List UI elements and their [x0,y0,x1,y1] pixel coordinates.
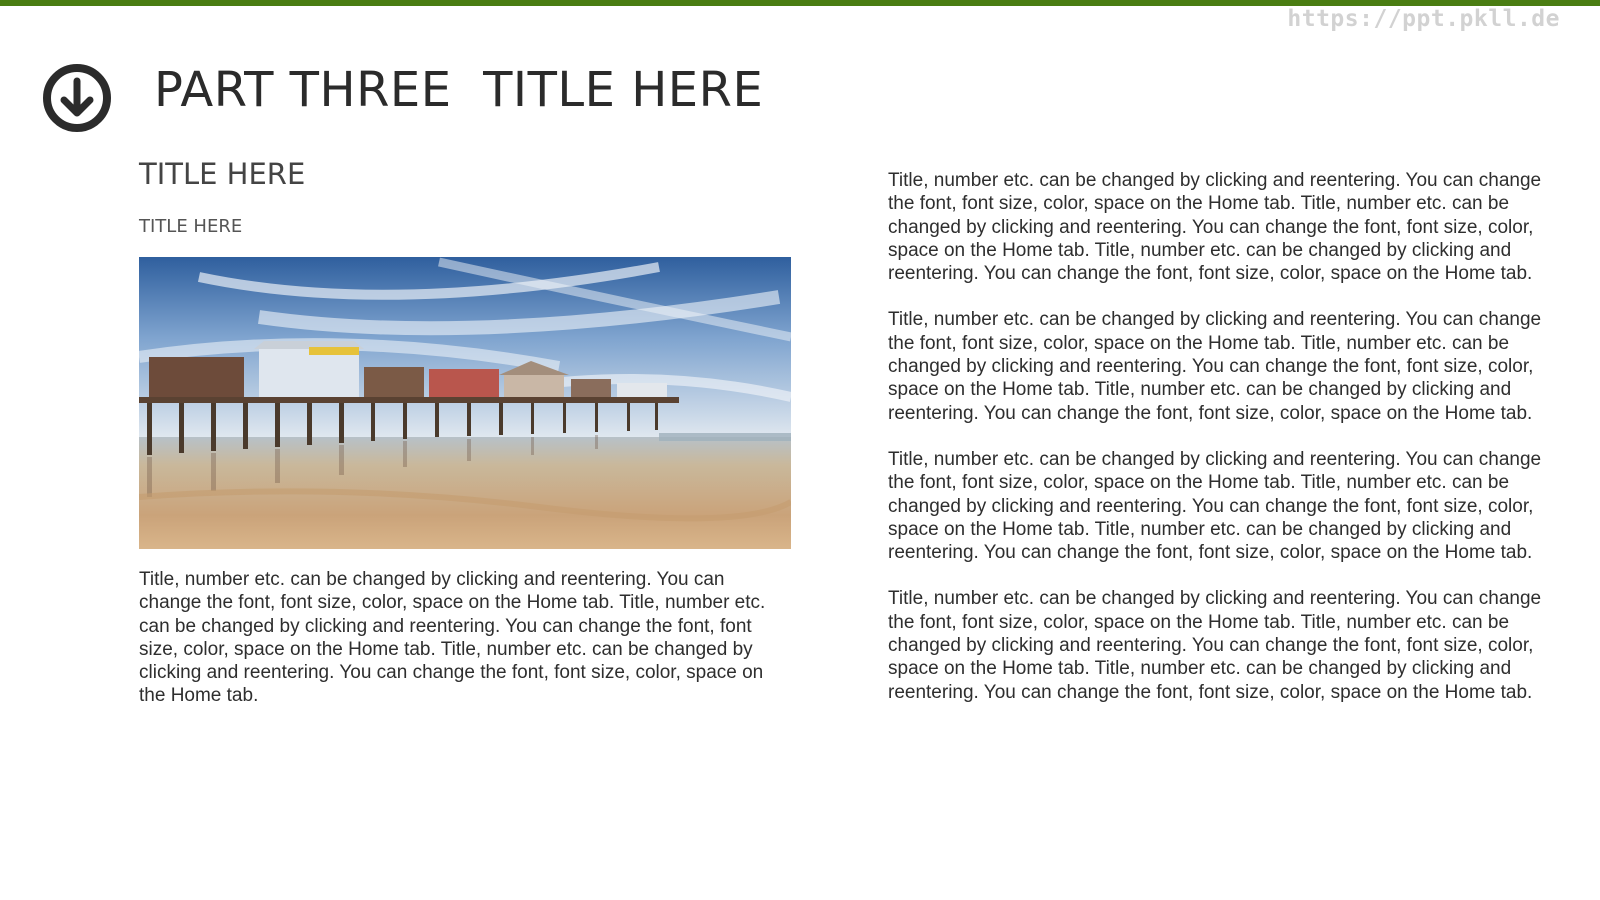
circle-down-arrow-icon [42,63,112,133]
left-paragraph: Title, number etc. can be changed by clicking and reentering. You can change the font, font size, color, space on the Home tab. Title, number etc. can be changed by clicking and reentering. You can change the font, font size, color, space on the Home tab. Title, number etc. can be changed by clicking and reentering. You can change the font, font size, color, space on the Home tab. [139,569,766,707]
right-paragraph: Title, number etc. can be changed by clicking and reentering. You can change the font, font size, color, space on the Home tab. Title, number etc. can be changed by clicking and reentering. You can change the font, font size, color, space on the Home tab. Title, number etc. can be changed by clicking and reentering. You can change the font, font size, color, space on the Home tab. [888,448,1542,564]
pier-photo [139,257,791,549]
right-text-column [888,169,1548,727]
right-paragraph: Title, number etc. can be changed by clicking and reentering. You can change the font, font size, color, space on the Home tab. Title, number etc. can be changed by clicking and reentering. You can change the font, font size, color, space on the Home tab. Title, number etc. can be changed by clicking and reentering. You can change the font, font size, color, space on the Home tab. [888,170,1542,285]
right-paragraph: Title, number etc. can be changed by clicking and reentering. You can change the font, font size, color, space on the Home tab. Title, number etc. can be changed by clicking and reentering. You can change the font, font size, color, space on the Home tab. Title, number etc. can be changed by clicking and reentering. You can change the font, font size, color, space on the Home tab. [888,588,1542,703]
section-subtitle: TITLE HERE [139,216,243,237]
page-title: PART THREE TITLE HERE [154,62,764,118]
section-title: TITLE HERE [139,157,306,191]
watermark-url: https://ppt.pkll.de [1287,6,1560,32]
right-paragraph: Title, number etc. can be changed by clicking and reentering. You can change the font, font size, color, space on the Home tab. Title, number etc. can be changed by clicking and reentering. You can change the font, font size, color, space on the Home tab. Title, number etc. can be changed by clicking and reentering. You can change the font, font size, color, space on the Home tab. [888,309,1542,424]
